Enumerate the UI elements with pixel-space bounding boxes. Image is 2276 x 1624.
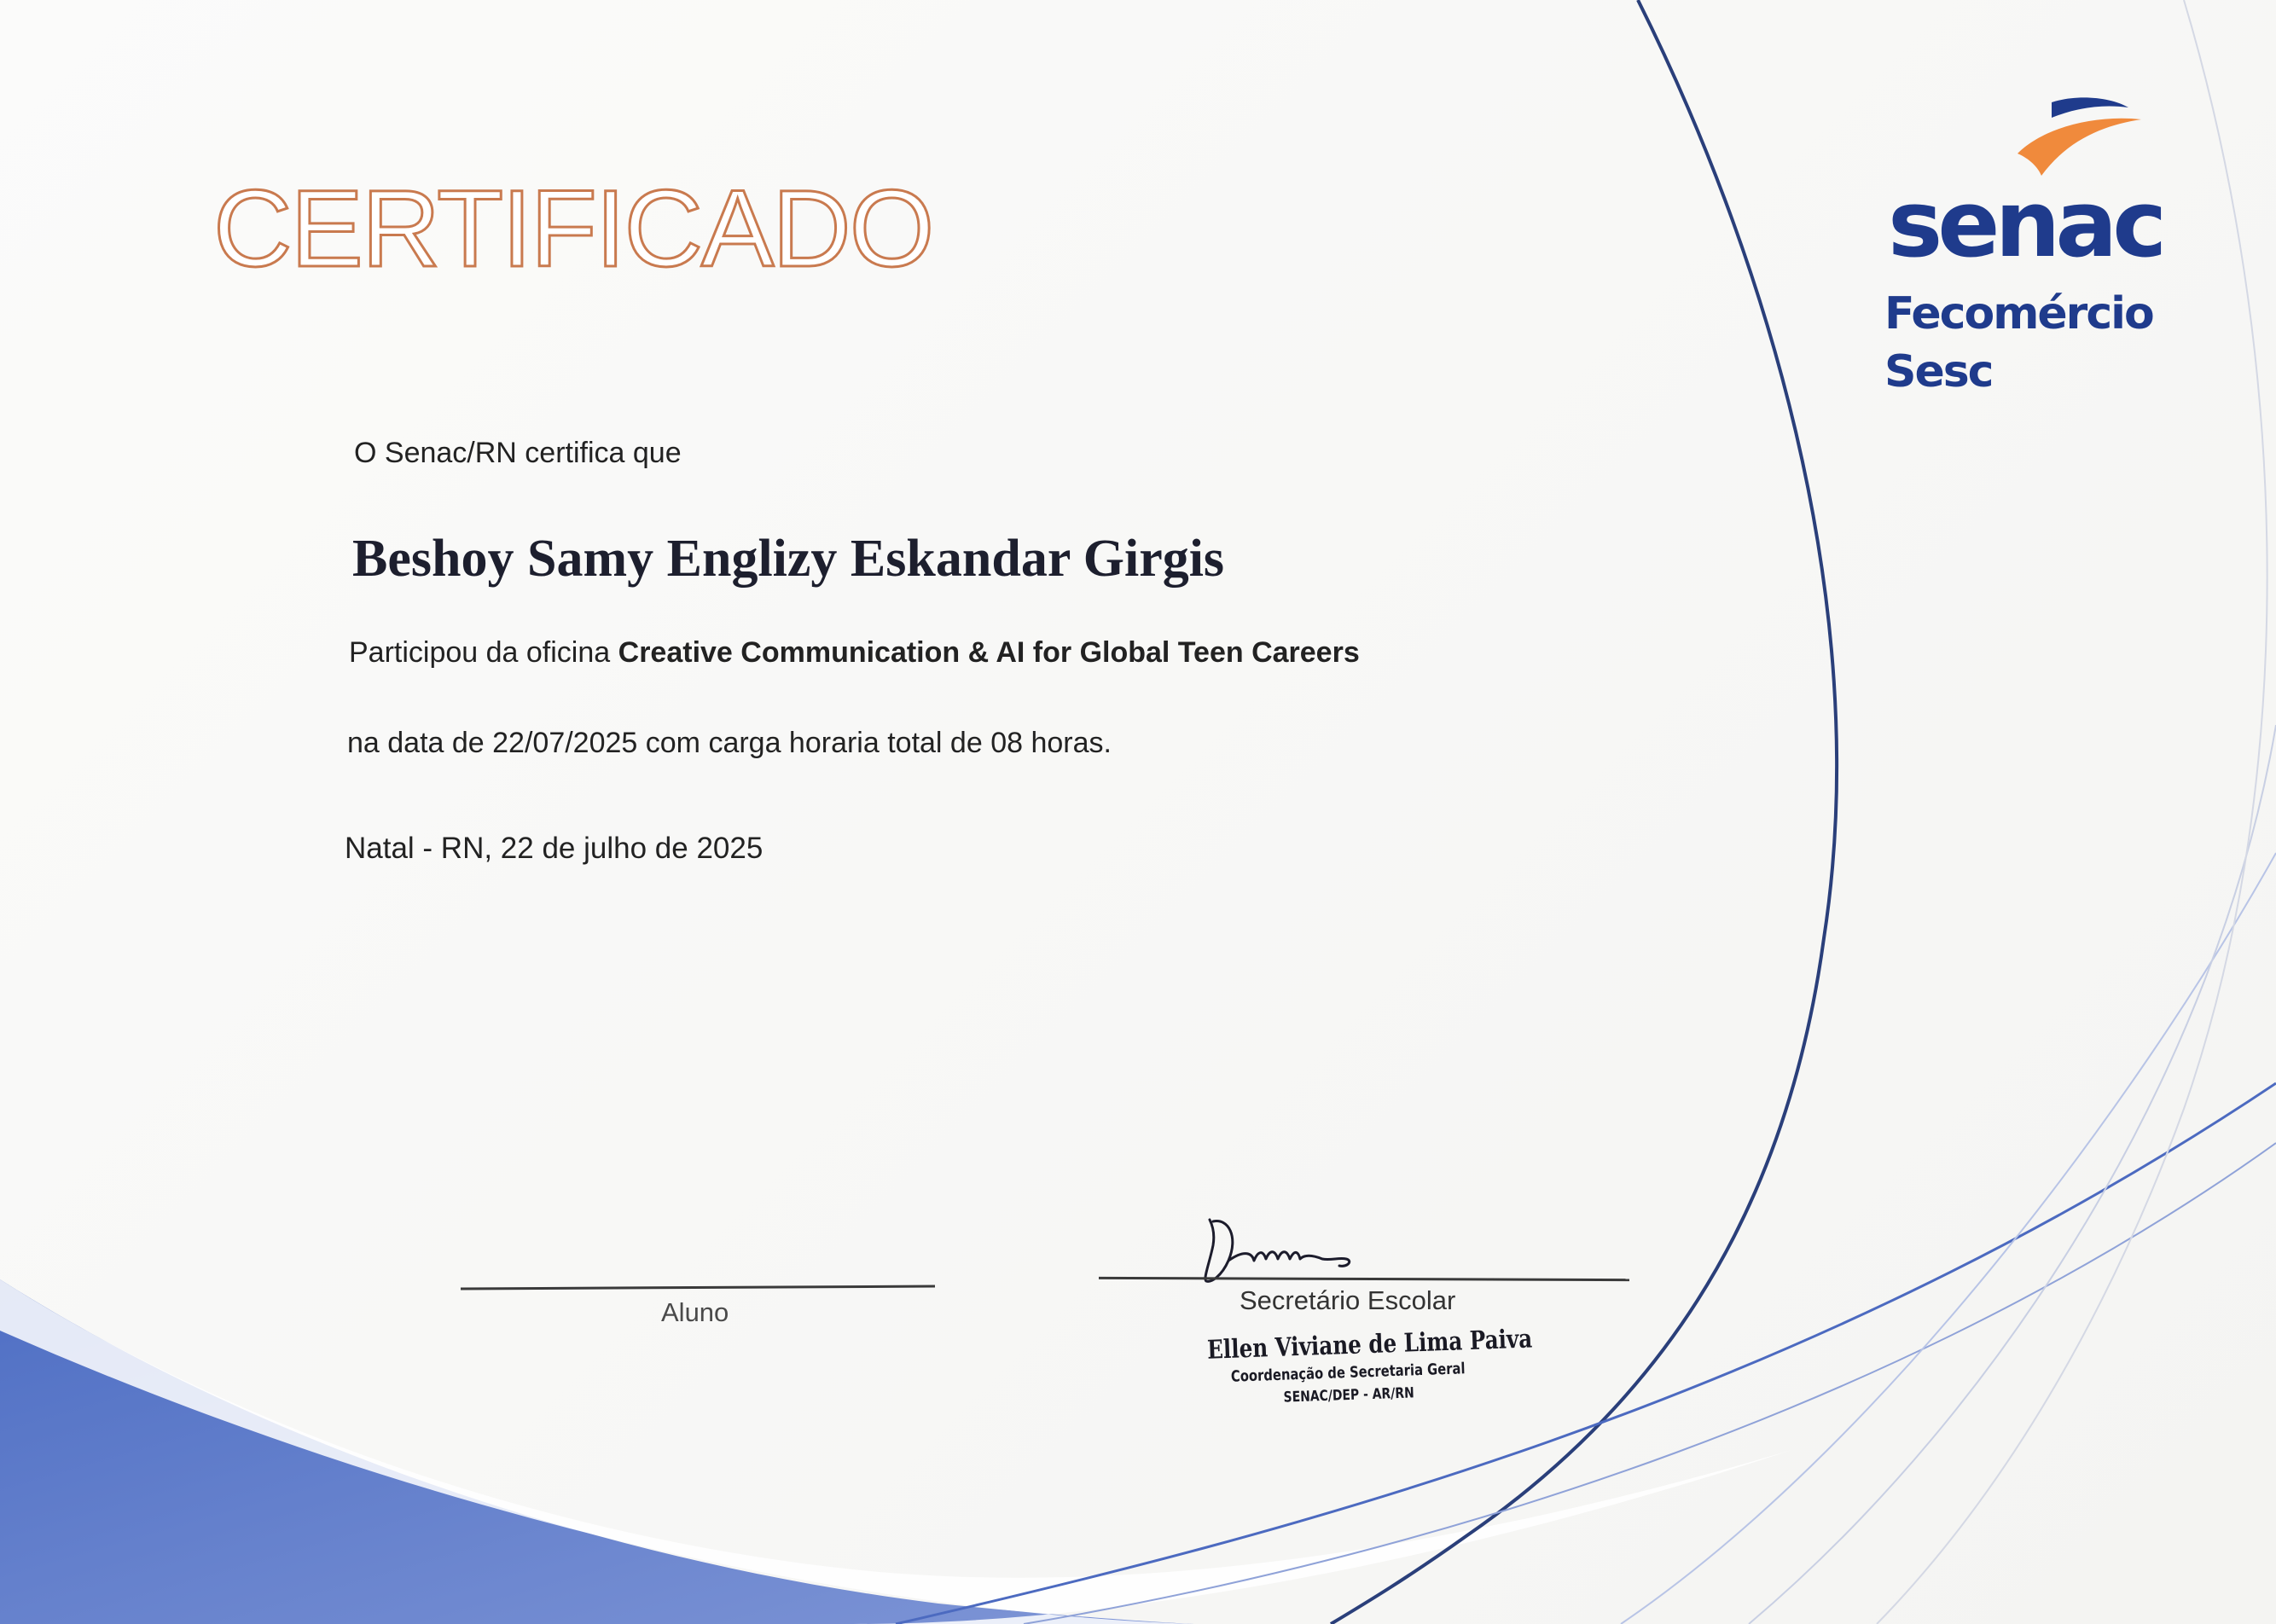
stamp-name: Ellen Viviane de Lima Paiva [1206, 1324, 1533, 1366]
secretary-signature-label: Secretário Escolar [1240, 1285, 1456, 1315]
senac-logo [1881, 94, 2188, 418]
secretary-stamp [1206, 1324, 1533, 1408]
student-signature-label: Aluno [661, 1297, 729, 1327]
thin-sweep-line-1 [896, 1083, 2276, 1624]
participation-prefix: Participou da oficina [349, 636, 618, 669]
secretary-handwritten-signature [1194, 1211, 1416, 1296]
thin-sweep-line-3 [1621, 853, 2276, 1624]
place-date: Natal - RN, 22 de julho de 2025 [345, 832, 764, 865]
stamp-org: SENAC/DEP - AR/RN [1283, 1384, 1415, 1406]
stamp-role: Coordenação de Secretaria Geral [1230, 1360, 1466, 1386]
recipient-name: Beshoy Samy Englizy Eskandar Girgis [352, 530, 1225, 588]
corner-blue-shape [0, 1279, 1194, 1624]
logo-sesc-text: Sesc [1884, 346, 1993, 397]
participation-line [349, 636, 1360, 670]
course-name: Creative Communication & AI for Global Teen Careers [618, 636, 1360, 669]
date-hours-line: na data de 22/07/2025 com carga horaria total de 08 horas. [347, 727, 1112, 759]
thin-sweep-line-4 [1749, 725, 2276, 1624]
logo-fecomercio-text: Fecomércio [1884, 288, 2153, 339]
certificate-title: CERTIFICADO [213, 168, 933, 290]
intro-text: O Senac/RN certifica que [354, 437, 682, 469]
logo-brand-text: senac [1888, 171, 2163, 278]
